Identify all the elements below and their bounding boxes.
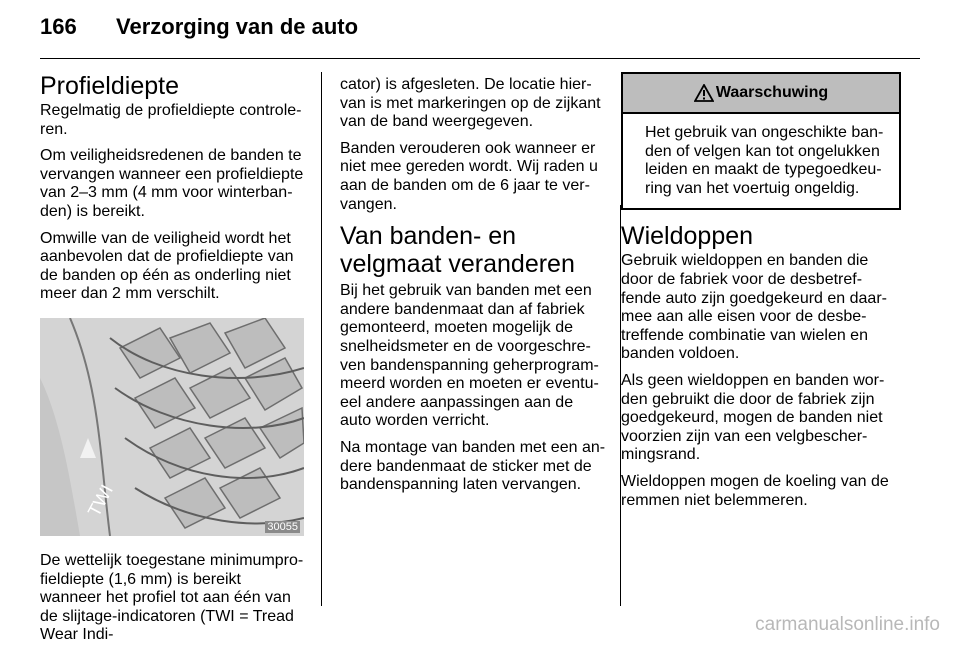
section-heading-wieldoppen: Wieldoppen xyxy=(621,222,754,251)
column-1 xyxy=(40,72,304,653)
warning-triangle-icon xyxy=(694,84,714,102)
watermark: carmanualsonline.info xyxy=(755,614,940,635)
header-rule xyxy=(40,58,920,59)
paragraph: De wettelijk toegestane minimumpro-fieldiepte (1,6 mm) is bereikt wanneer het profiel tot aan één van de slijtage-indicatoren (TWI = Tread Wear Indi- xyxy=(40,551,304,644)
warning-text: Het gebruik van ongeschikte ban-den of velgen kan tot ongelukken leiden en maakt de typegoedkeu-ring van het voertuig ongeldig. xyxy=(645,124,884,197)
paragraph: cator) is afgesleten. De locatie hier-van is met markeringen op de zijkant van de band weergegeven. xyxy=(340,76,601,131)
paragraph: Als geen wieldoppen en banden wor-den gebruikt die door de fabriek zijn goedgekeurd, mogen de banden niet voorzien zijn van een velgbescher-mingsrand. xyxy=(621,371,885,464)
paragraph: Regelmatig de profieldiepte controle-ren. xyxy=(40,102,302,138)
twi-label: TWI xyxy=(83,481,118,520)
paragraph: Wieldoppen mogen de koeling van de remmen niet belemmeren. xyxy=(621,472,889,509)
running-title: Verzorging van de auto xyxy=(116,14,359,39)
section-heading-profieldiepte: Profieldiepte xyxy=(40,72,179,100)
paragraph: Gebruik wieldoppen en banden die door de fabriek voor de desbetref-fende auto zijn goedgekeurd en daar-mee aan alle eisen voor de desbe-treffende combinatie van wielen en banden voldoen. xyxy=(621,252,887,363)
paragraph: Banden verouderen ook wanneer er niet mee gereden wordt. Wij raden u aan de banden om de 6 jaar te ver-vangen. xyxy=(340,139,598,213)
column-2 xyxy=(340,76,606,503)
figure-number: 30055 xyxy=(267,520,298,533)
tire-tread-illustration xyxy=(40,318,304,536)
paragraph: Na montage van banden met een an-dere bandenmaat de sticker met de bandenspanning laten vervangen. xyxy=(340,438,606,494)
warning-title: Waarschuwing xyxy=(715,83,829,101)
page-header xyxy=(40,14,920,54)
warning-box xyxy=(621,72,901,210)
paragraph: Om veiligheidsredenen de banden te vervangen wanneer een profieldiepte van 2–3 mm (4 mm voor winterban-den) is bereikt. xyxy=(40,147,304,220)
tire-tread-figure xyxy=(40,318,304,536)
section-heading-bandenmaat: Van banden- en velgmaat veranderen xyxy=(340,222,575,279)
paragraph: Bij het gebruik van banden met een andere bandenmaat dan af fabriek gemonteerd, moeten mogelijk de snelheidsmeter en de voorgeschre-ven bandenspanning geherprogram-meerd worden en moeten er eventu-eel andere aanpassingen aan de auto worden verricht. xyxy=(340,282,599,430)
column-divider xyxy=(321,72,322,606)
warning-header xyxy=(623,74,899,114)
page-number: 166 xyxy=(40,14,77,39)
column-3 xyxy=(621,72,901,518)
paragraph: Omwille van de veiligheid wordt het aanbevolen dat de profieldiepte van de banden op één as onderling niet meer dan 2 mm verschilt. xyxy=(40,229,294,303)
